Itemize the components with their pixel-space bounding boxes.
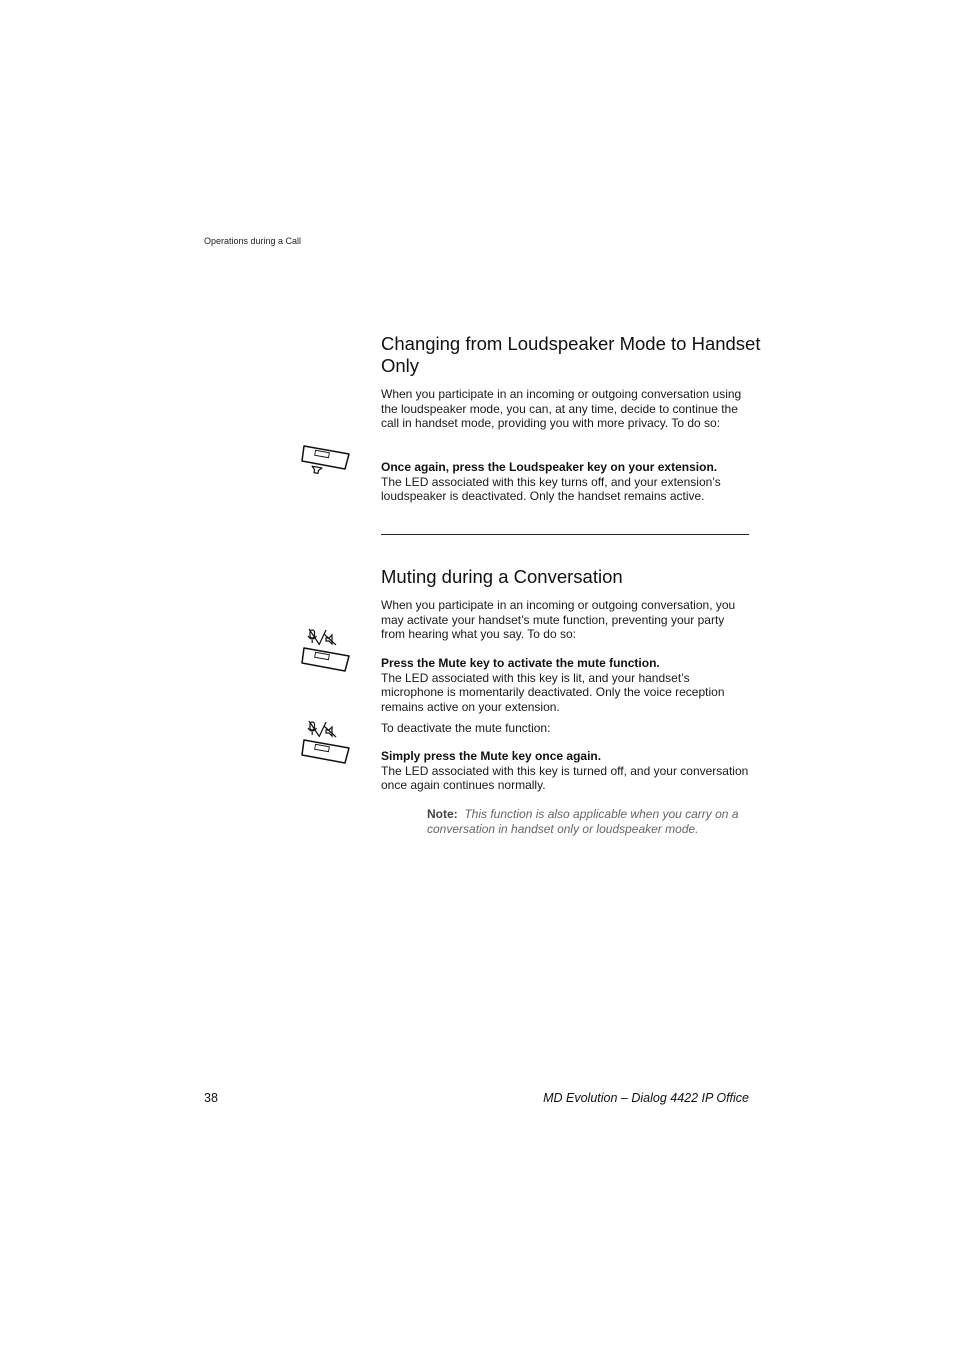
section1-intro: When you participate in an incoming or outgoing conversation using the loudspeaker mode, you can, at any time, decide to continue the call in handset mode, providing you with more privacy. To do so: (381, 387, 742, 431)
section-heading-muting: Muting during a Conversation (381, 566, 623, 587)
note-text: This function is also applicable when you carry on a conversation in handset only or loudspeaker mode. (427, 807, 739, 836)
section2-step1-text: The LED associated with this key is lit, and your handset’s microphone is momentarily deactivated. Only the voice reception remains active on your extension. (381, 670, 725, 714)
section2-step2-title: Simply press the Mute key once again. (381, 749, 602, 763)
deactivate-intro: To deactivate the mute function: (381, 721, 551, 735)
section1-step (381, 460, 751, 504)
note (427, 807, 757, 836)
section-divider (381, 534, 749, 535)
note-label: Note: (427, 807, 458, 821)
footer-product: MD Evolution – Dialog 4422 IP Office (543, 1091, 749, 1105)
mute-key-icon-2 (300, 720, 352, 768)
running-head: Operations during a Call (204, 236, 302, 246)
section2-step1-title: Press the Mute key to activate the mute function. (381, 656, 660, 670)
section1-step-title: Once again, press the Loudspeaker key on your extension. (381, 460, 718, 474)
section2-intro: When you participate in an incoming or outgoing conversation, you may activate your handset’s mute function, preventing your party from hearing what you say. To do so: (381, 598, 736, 642)
section1-step-text: The LED associated with this key turns off, and your extension’s loudspeaker is deactivated. Only the handset remains active. (381, 474, 721, 504)
loudspeaker-key-icon (300, 443, 352, 481)
section-heading-loudspeaker: Changing from Loudspeaker Mode to Handset Only (381, 333, 761, 376)
section2-step2-text: The LED associated with this key is turned off, and your conversation once again continues normally. (381, 763, 749, 793)
section2-step1 (381, 656, 751, 714)
mute-key-icon (300, 628, 352, 676)
page-number: 38 (204, 1091, 218, 1105)
section2-step2 (381, 749, 751, 793)
